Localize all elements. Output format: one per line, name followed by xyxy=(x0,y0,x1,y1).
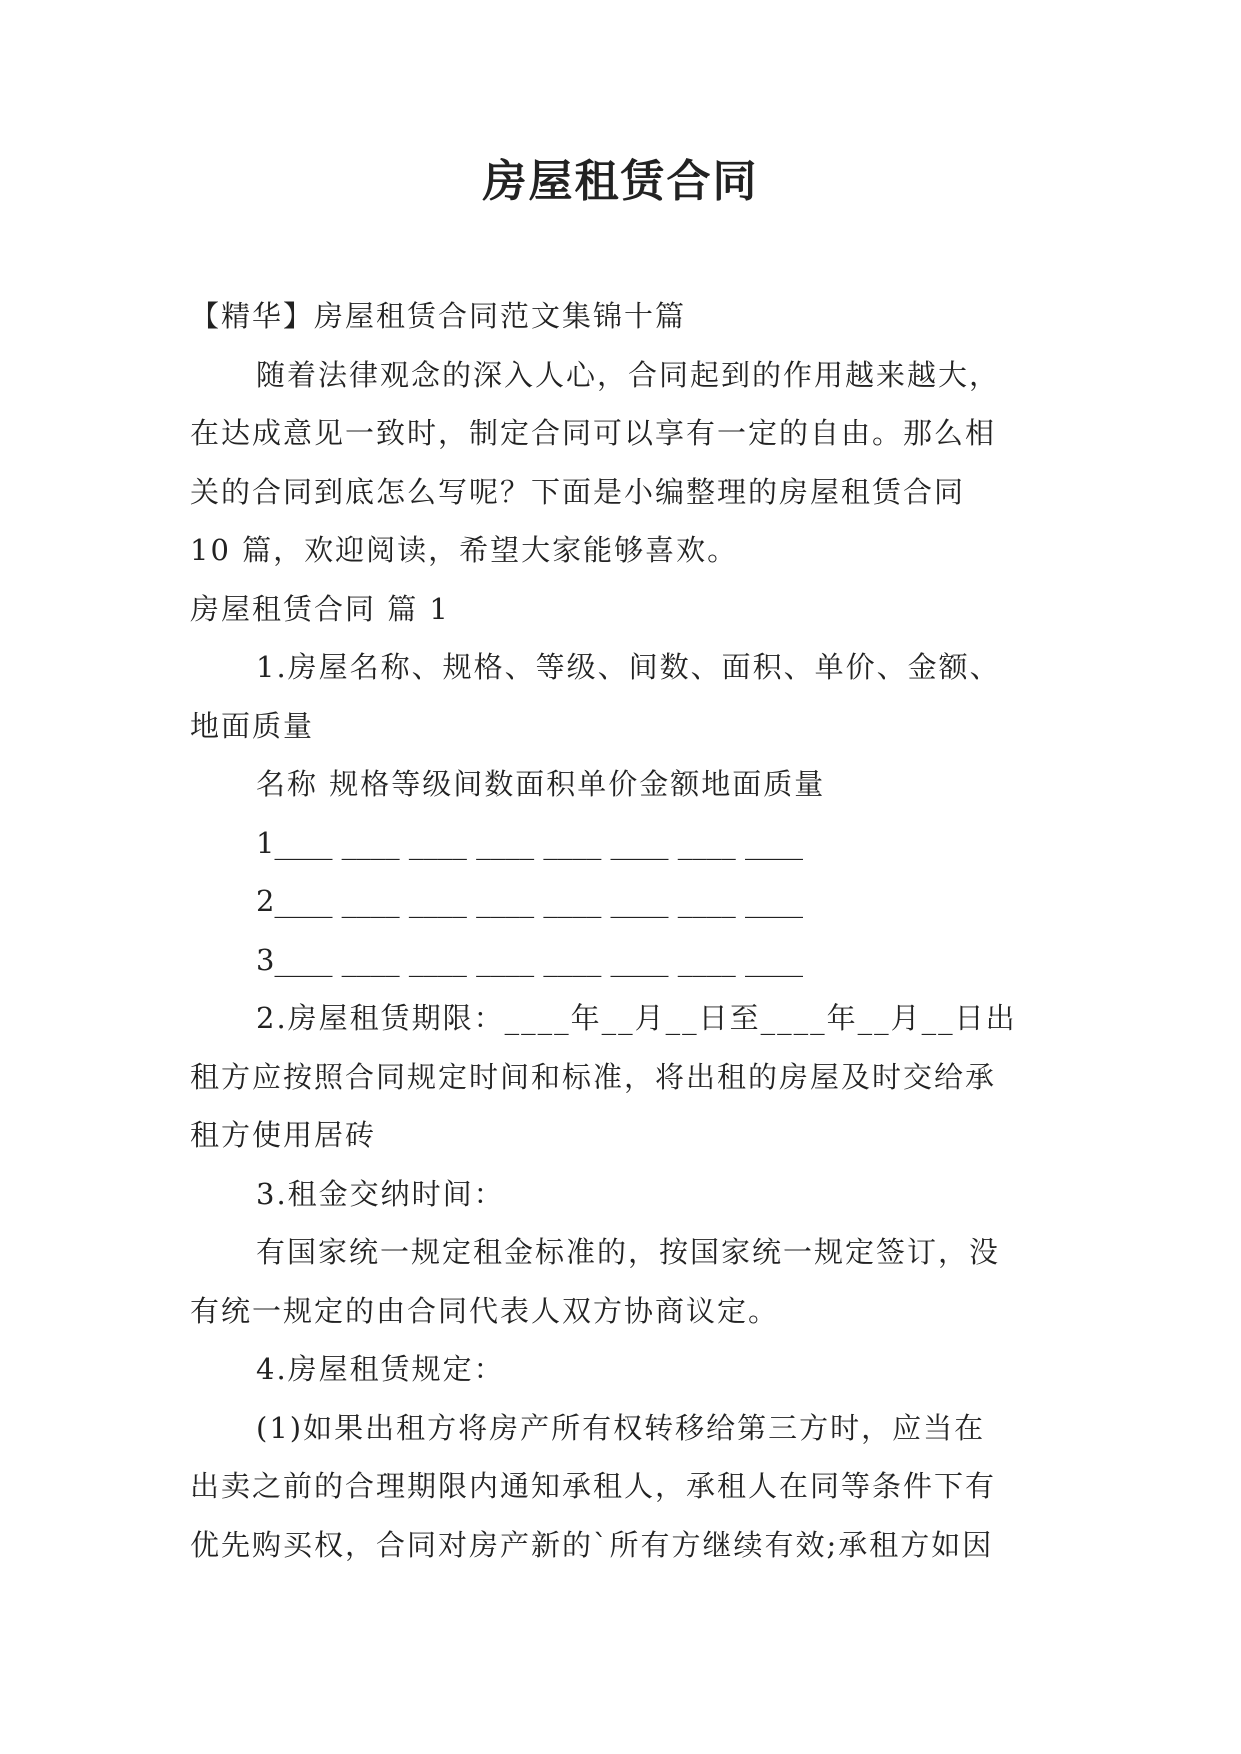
clause-line: (1)如果出租方将房产所有权转移给第三方时，应当在 xyxy=(256,1410,986,1445)
clause-line: 地面质量 xyxy=(190,708,315,743)
clause-line: 3.租金交纳时间： xyxy=(256,1176,505,1211)
paragraph-line: 在达成意见一致时，制定合同可以享有一定的自由。那么相 xyxy=(190,416,997,450)
subtitle-line: 【精华】房屋租赁合同范文集锦十篇 xyxy=(190,299,687,333)
paragraph-line: 10 篇，欢迎阅读，希望大家能够喜欢。 xyxy=(190,533,739,567)
clause-line: 有国家统一规定租金标准的，按国家统一规定签订，没 xyxy=(256,1235,1001,1269)
clause-line: 4.房屋租赁规定： xyxy=(256,1352,505,1386)
section-heading: 房屋租赁合同 篇 1 xyxy=(190,591,450,626)
blank-row-line: 2____ ____ ____ ____ ____ ____ ____ ____ xyxy=(256,884,803,918)
blank-row-line: 1____ ____ ____ ____ ____ ____ ____ ____ xyxy=(256,825,803,860)
clause-line: 优先购买权，合同对房产新的`所有方继续有效;承租方如因 xyxy=(190,1527,994,1562)
clause-line: 租方应按照合同规定时间和标准，将出租的房屋及时交给承 xyxy=(190,1059,997,1094)
document-body xyxy=(190,287,1060,1574)
paragraph-line: 随着法律观念的深入人心，合同起到的作用越来越大， xyxy=(256,357,1001,392)
clause-line: 2.房屋租赁期限：____年__月__日至____年__月__日出 xyxy=(256,1001,1017,1035)
clause-line: 1.房屋名称、规格、等级、间数、面积、单价、金额、 xyxy=(256,650,1001,684)
blank-row-line: 3____ ____ ____ ____ ____ ____ ____ ____ xyxy=(256,942,803,977)
clause-line: 有统一规定的由合同代表人双方协商议定。 xyxy=(190,1293,780,1328)
clause-line: 出卖之前的合理期限内通知承租人，承租人在同等条件下有 xyxy=(190,1469,997,1503)
clause-line: 租方使用居砖 xyxy=(190,1118,377,1152)
document-title: 房屋租赁合同 xyxy=(482,156,759,207)
table-header-line: 名称 规格等级间数面积单价金额地面质量 xyxy=(256,767,826,801)
paragraph-line: 关的合同到底怎么写呢？下面是小编整理的房屋租赁合同 xyxy=(190,474,966,509)
